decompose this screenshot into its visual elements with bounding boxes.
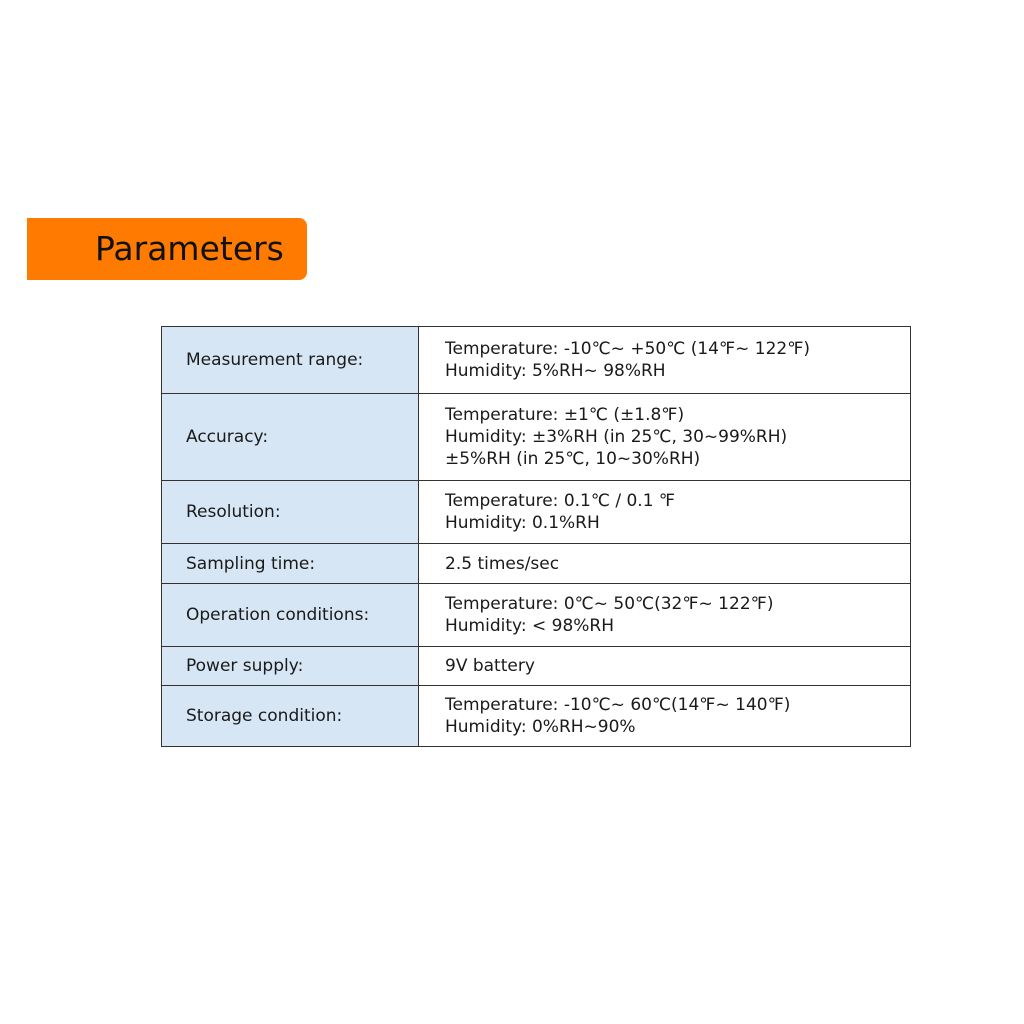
value-line: Temperature: -10℃~ +50℃ (14℉~ 122℉) xyxy=(445,339,811,359)
value-line: Temperature: -10℃~ 60℃(14℉~ 140℉) xyxy=(445,695,791,715)
row-value xyxy=(419,394,911,481)
row-value xyxy=(419,544,911,584)
row-value xyxy=(419,481,911,544)
row-value xyxy=(419,327,911,394)
row-label: Power supply: xyxy=(162,647,419,686)
table-row xyxy=(162,584,911,647)
table-row xyxy=(162,647,911,686)
value-line: Humidity: < 98%RH xyxy=(445,616,615,636)
row-label: Storage condition: xyxy=(162,686,419,747)
value-line: Temperature: 0.1℃ / 0.1 ℉ xyxy=(445,491,676,511)
table-row xyxy=(162,686,911,747)
title-banner xyxy=(27,218,307,280)
table-row xyxy=(162,544,911,584)
value-line: Humidity: 5%RH~ 98%RH xyxy=(445,361,666,381)
table-row xyxy=(162,394,911,481)
row-value xyxy=(419,584,911,647)
row-label: Sampling time: xyxy=(162,544,419,584)
value-line: 9V battery xyxy=(445,656,535,676)
value-line: 2.5 times/sec xyxy=(445,553,560,574)
value-line: ±5%RH (in 25℃, 10~30%RH) xyxy=(445,449,701,469)
value-line: Humidity: 0%RH~90% xyxy=(445,717,636,737)
row-label: Operation conditions: xyxy=(162,584,419,647)
table-row xyxy=(162,481,911,544)
value-line: Humidity: ±3%RH (in 25℃, 30~99%RH) xyxy=(445,427,788,447)
row-label: Accuracy: xyxy=(162,394,419,481)
parameters-table xyxy=(161,326,911,747)
row-label: Measurement range: xyxy=(162,327,419,394)
value-line: Temperature: ±1℃ (±1.8℉) xyxy=(445,405,685,425)
value-line: Humidity: 0.1%RH xyxy=(445,513,600,533)
row-value xyxy=(419,647,911,686)
page-title: Parameters xyxy=(95,229,284,268)
table-row xyxy=(162,327,911,394)
row-value xyxy=(419,686,911,747)
row-label: Resolution: xyxy=(162,481,419,544)
value-line: Temperature: 0℃~ 50℃(32℉~ 122℉) xyxy=(445,594,774,614)
